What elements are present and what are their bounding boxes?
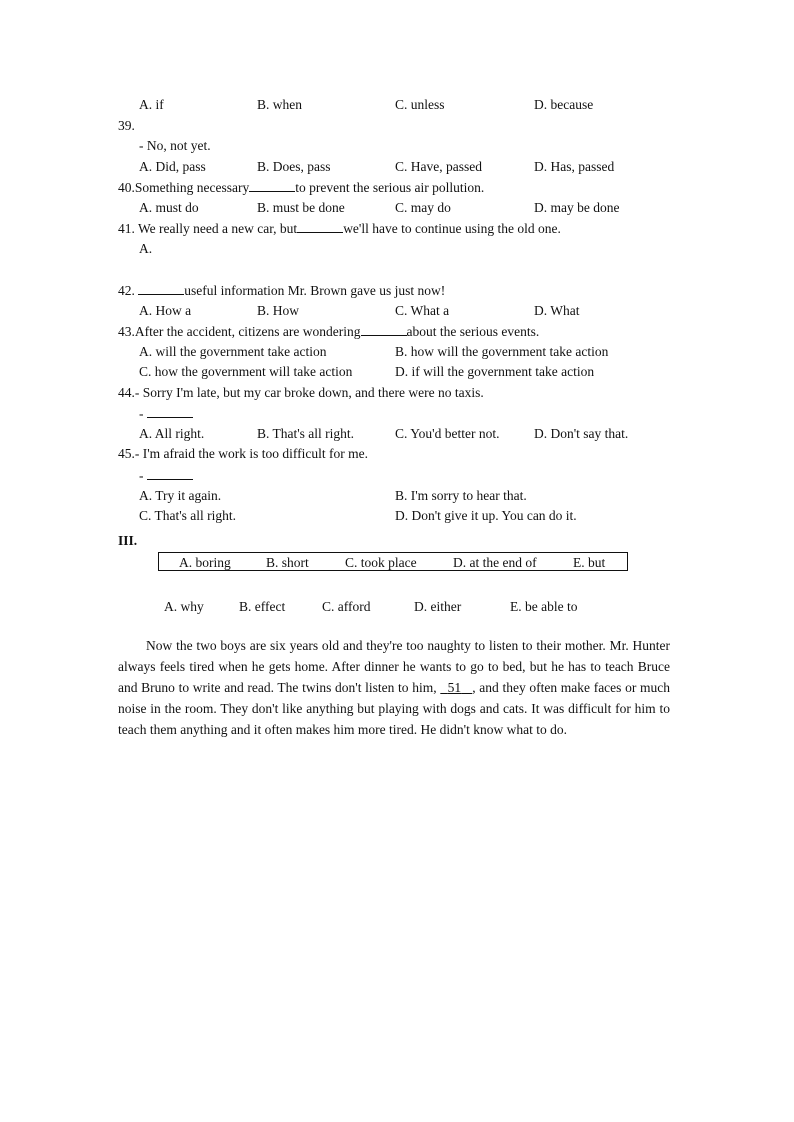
word-list-item: D. either <box>414 599 462 614</box>
passage-blank-51 <box>440 680 472 695</box>
q42-option-d: D. What <box>534 303 580 318</box>
q41-option-a: A. <box>139 241 153 256</box>
q42-blank <box>138 280 184 295</box>
q44-stem-text: - Sorry I'm late, but my car broke down, and there were no taxis. <box>134 385 484 400</box>
q45-blank <box>147 465 193 480</box>
word-list-item: B. effect <box>239 599 286 614</box>
passage-paragraph <box>118 635 670 740</box>
q44-reply-prefix: - <box>139 406 144 421</box>
q45-stem <box>118 444 368 464</box>
q39-number: 39. <box>118 118 135 133</box>
q38-option-b: B. when <box>257 97 302 112</box>
passage-text-part1: Now the two boys are six years old and they're too naughty to listen to their mother. Mr. Hunter always feels tired when he gets home. After dinner he wants to go to bed, but he has to teach Bruce and Bruno to write and read. The twins don't listen to him, <box>118 638 670 695</box>
q41-stem-before: We really need a new car, but <box>138 221 298 236</box>
q45-option-d: D. Don't give it up. You can do it. <box>395 508 577 523</box>
q42-option-b: B. How <box>257 303 300 318</box>
q42-stem-after: useful information Mr. Brown gave us just now! <box>184 283 446 298</box>
q41-stem <box>118 218 561 239</box>
q40-option-d: D. may be done <box>534 200 620 215</box>
q40-option-c: C. may do <box>395 200 451 215</box>
q45-option-c: C. That's all right. <box>139 508 237 523</box>
q40-option-b: B. must be done <box>257 200 345 215</box>
q43-stem-after: about the serious events. <box>406 324 540 339</box>
q44-option-b: B. That's all right. <box>257 426 355 441</box>
q44-stem <box>118 383 484 403</box>
reading-passage <box>118 635 670 740</box>
q43-option-b: B. how will the government take action <box>395 344 609 359</box>
q38-option-a: A. if <box>139 97 164 112</box>
q39-option-d: D. Has, passed <box>534 159 615 174</box>
q45-option-a: A. Try it again. <box>139 488 222 503</box>
q43-stem-before: After the accident, citizens are wondering <box>134 324 361 339</box>
q44-blank <box>147 403 193 418</box>
q38-option-c: C. unless <box>395 97 445 112</box>
q43-option-c: C. how the government will take action <box>139 364 353 379</box>
q39-option-b: B. Does, pass <box>257 159 331 174</box>
q43-blank <box>361 321 407 336</box>
q42-stem <box>118 280 445 301</box>
q42-option-c: C. What a <box>395 303 450 318</box>
word-list-item: E. be able to <box>510 599 578 614</box>
passage-blank-label: 51 <box>447 680 462 695</box>
q44-option-a: A. All right. <box>139 426 205 441</box>
q38-option-d: D. because <box>534 97 594 112</box>
q43-option-a: A. will the government take action <box>139 344 327 359</box>
q45-number: 45. <box>118 446 135 461</box>
word-bank-item: A. boring <box>179 555 231 570</box>
q41-number: 41. <box>118 221 135 236</box>
word-bank-box <box>158 552 628 571</box>
q43-number: 43. <box>118 324 135 339</box>
q40-number: 40. <box>118 180 135 195</box>
q44-option-c: C. You'd better not. <box>395 426 500 441</box>
word-bank-item: E. but <box>573 555 606 570</box>
q44-reply <box>139 403 193 424</box>
word-bank-item: D. at the end of <box>453 555 537 570</box>
word-list-item: C. afford <box>322 599 371 614</box>
passage-text-part2: , and they often make faces or much noise in the room. They don't like anything but playing with dogs and cats. It was difficult for him to teach them anything and it often makes him more tired. He didn't know what to do. <box>118 680 671 737</box>
q40-blank <box>249 177 295 192</box>
q41-stem-after: we'll have to continue using the old one. <box>343 221 561 236</box>
q45-stem-text: - I'm afraid the work is too difficult for me. <box>134 446 368 461</box>
word-bank-item: B. short <box>266 555 309 570</box>
q43-stem <box>118 321 539 342</box>
q45-option-b: B. I'm sorry to hear that. <box>395 488 527 503</box>
q39-option-a: A. Did, pass <box>139 159 206 174</box>
q40-stem-after: to prevent the serious air pollution. <box>295 180 485 195</box>
section-iii-heading: III. <box>118 533 138 548</box>
q40-stem <box>118 177 484 198</box>
q40-stem-before: Something necessary <box>134 180 250 195</box>
q42-option-a: A. How a <box>139 303 192 318</box>
q40-option-a: A. must do <box>139 200 199 215</box>
q42-number: 42. <box>118 283 135 298</box>
q44-option-d: D. Don't say that. <box>534 426 629 441</box>
word-list-item: A. why <box>164 599 204 614</box>
q41-blank <box>297 218 343 233</box>
q44-number: 44. <box>118 385 135 400</box>
word-bank-item: C. took place <box>345 555 417 570</box>
q45-reply <box>139 465 193 486</box>
q39-reply: - No, not yet. <box>139 138 211 153</box>
q43-option-d: D. if will the government take action <box>395 364 595 379</box>
q45-reply-prefix: - <box>139 468 144 483</box>
q39-option-c: C. Have, passed <box>395 159 482 174</box>
